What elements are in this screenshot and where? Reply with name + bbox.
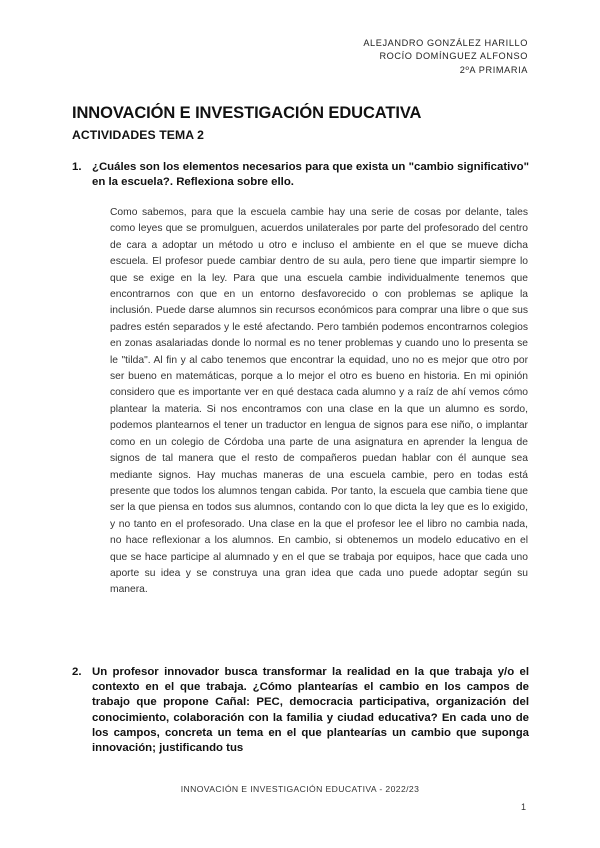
page-number: 1 bbox=[520, 802, 526, 812]
answer-1: Como sabemos, para que la escuela cambie hay una serie de cosas por delante, tales como leyes que se promulguen, acuerdos unilaterales por parte del profesorado del centro de cara a adoptar un método u otro e incluso el ambiente en el que se mueve dicha escuela. El profesor puede cambiar dentro de su aula, pero tiene que impartir siempre lo que se exige en la ley. Para que una escuela cambie individualmente tenemos que encontrarnos con que en un entorno desfavorecido o con problemas se aplique la inclusión. Puede darse alumnos sin recursos económicos para comprar una libre o que sus padres estén separados y le esté afectando. Pero también podemos encontrarnos colegios en zonas asalariadas donde lo normal es no tener problemas y cuando uno lo presenta se le "tilda". Al fin y al cabo tenemos que encontrar la equidad, uno no es mejor que otro por ser bueno en matemáticas, porque a lo mejor el otro es bueno en historia. En mi opinión considero que es importante ver en qué destaca cada alumno y a raíz de ahí vemos cómo plantear la materia. Si nos encontramos con una clase en la que un alumno es sordo, podemos plantearnos el tener un traductor en lengua de signos para ese niño, o implantar como en un colegio de Córdoba una parte de una asignatura en aprender la lengua de signos de tal manera que el resto de compañeros puedan hablar con él aunque sea mediante signos. Hay muchas maneras de una escuela cambie, pero en todas está presente que todos los alumnos tengan cabida. Por tanto, la escuela que cambia tiene que ser la que piensa en todos sus alumnos, contando con lo que dicta la ley que es lo exigido, y no tanto en el profesorado. Una clase en la que el profesor lee el libro no cambia nada, no hace reflexionar a los alumnos. En cambio, si obtenemos un modelo educativo en el que se hace participe al alumnado y en el que se trabaja por equipos, hace que cada uno aporte su idea y se construya una gran idea que cada uno puede adoptar según su manera. bbox=[110, 207, 528, 596]
question-2 bbox=[72, 665, 529, 756]
document-subtitle: ACTIVIDADES TEMA 2 bbox=[72, 128, 205, 142]
question-text: ¿Cuáles son los elementos necesarios para que exista un "cambio significativo" en la escuela?. Reflexiona sobre ello. bbox=[92, 161, 529, 189]
document-title: INNOVACIÓN E INVESTIGACIÓN EDUCATIVA bbox=[72, 104, 422, 122]
author-name-2: ROCÍO DOMÍNGUEZ ALFONSO bbox=[379, 51, 528, 62]
question-number: 2. bbox=[72, 666, 82, 678]
question-text: Un profesor innovador busca transformar la realidad en la que trabaja y/o el contexto en el que trabaja. ¿Cómo plantearías el cambio en los campos de trabajo que propone Cañal: PEC, democracia participativa, organización del conocimiento, colaboración con la familia y ciudad educativa? En cada uno de los campos, concreta un tema en el que plantearías un cambio que suponga innovación; justificando tus bbox=[92, 666, 529, 755]
question-number: 1. bbox=[72, 161, 82, 173]
page-footer: INNOVACIÓN E INVESTIGACIÓN EDUCATIVA - 2022/23 bbox=[180, 784, 420, 794]
author-name-1: ALEJANDRO GONZÁLEZ HARILLO bbox=[363, 38, 528, 48]
class-group: 2ºA PRIMARIA bbox=[459, 64, 528, 75]
question-1 bbox=[72, 160, 529, 190]
author-block bbox=[363, 37, 528, 77]
